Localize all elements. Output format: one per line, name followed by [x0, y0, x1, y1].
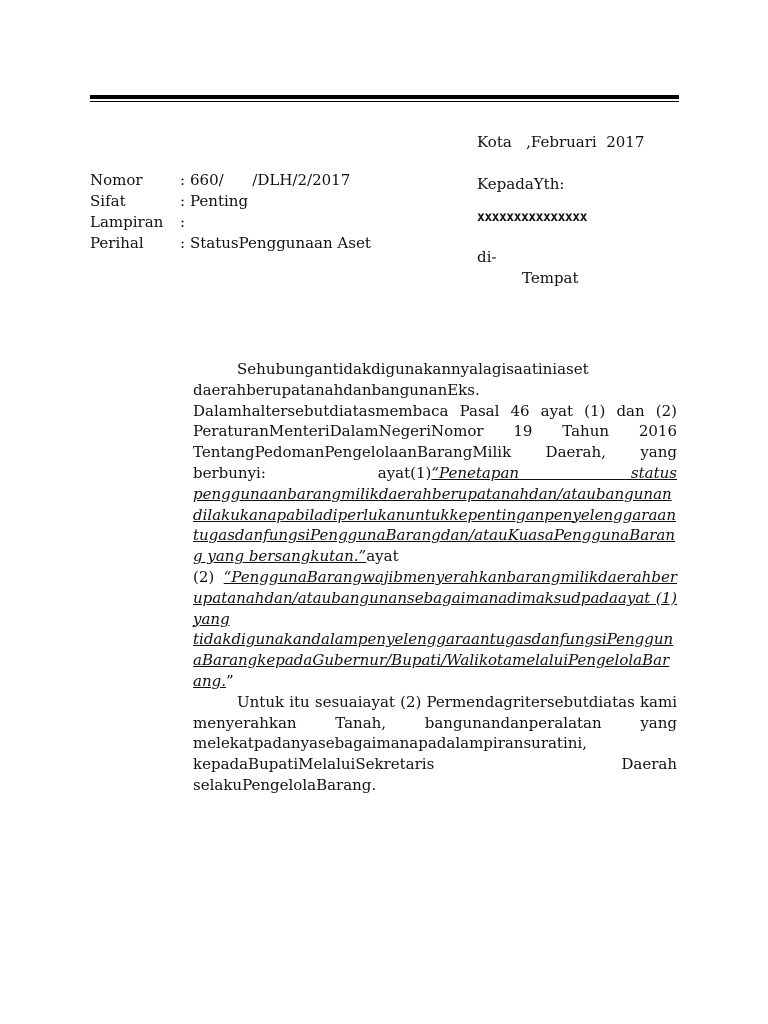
sifat-row [90, 191, 371, 212]
letter-date: Kota ,Februari 2017 [477, 133, 645, 151]
kepada-label: KepadaYth: [477, 175, 565, 193]
perihal-value: StatusPenggunaan Aset [190, 234, 371, 252]
lampiran-row [90, 212, 371, 233]
perihal-row [90, 233, 371, 254]
body-line-1: Sehubungantidakdigunakannyalagisaatiniaset [237, 360, 589, 378]
quote-ayat-1: “Penetapan status penggunaanbarangmilikdaerahberupatanahdan/ataubangunandilakukanapabiladiperlukanuntukkepentinganpenyelenggaraantugasdanfungsiPenggunaBarangdan/atauKuasaPenggunaBarang yang bersangkutan.” [193, 463, 677, 566]
nomor-value: 660/ /DLH/2/2017 [190, 171, 351, 189]
perihal-colon: : [180, 234, 186, 252]
letter-body [193, 359, 677, 796]
body-paragraph-2: Untuk itu sesuaiayat (2) Permendagritersebutdiatas kami menyerahkan Tanah, bangunandanperalatan yang melekatpadanyasebagaimanapadalampiransuratini, kepadaBupatiMelaluiSekretaris Daerah selakuPengelolaBarang. [193, 692, 677, 794]
sifat-colon: : [180, 192, 186, 210]
recipient-name: xxxxxxxxxxxxxxx [477, 210, 587, 225]
quote-2-end: ” [225, 671, 234, 690]
tempat-label: Tempat [522, 269, 579, 287]
letter-meta-block [90, 170, 371, 254]
lampiran-colon: : [180, 213, 186, 231]
body-paragraph-1 [193, 401, 677, 567]
nomor-colon: : [180, 171, 186, 189]
nomor-label: Nomor [90, 171, 143, 189]
ayat-2-prefix: (2) [193, 567, 224, 586]
lampiran-label: Lampiran [90, 213, 164, 231]
quote-ayat-2: “PenggunaBarangwajibmenyerahkanbarangmilikdaerahberupatanahdan/ataubangunansebagaimanadimaksudpadaayat (1) yang tidakdigunakandalampenyelenggaraantugasdanfungsiPenggunaBarangkepadaGubernur/Bupati/WalikotamelaluiPengelolaBarang. [193, 567, 677, 690]
perihal-label: Perihal [90, 234, 144, 252]
address-block [477, 132, 644, 289]
di-label: di- [477, 248, 497, 266]
header-double-rule-thin [90, 101, 679, 102]
nomor-row [90, 170, 371, 191]
body-paragraph-1-text: Dalamhaltersebutdiatasmembaca Pasal 46 ayat (1) dan (2) PeraturanMenteriDalamNegeriNomor 19 Tahun 2016 TentangPedomanPengelolaanBarangMilik Daerah, yang berbunyi: ayat(1) [193, 401, 677, 482]
header-double-rule-thick [90, 95, 679, 99]
after-quote-1: ayat [366, 547, 399, 566]
sifat-label: Sifat [90, 192, 126, 210]
body-ayat-2 [193, 567, 677, 692]
body-line-2: daerahberupatanahdanbangunanEks. [193, 380, 480, 399]
sifat-value: Penting [190, 192, 249, 210]
